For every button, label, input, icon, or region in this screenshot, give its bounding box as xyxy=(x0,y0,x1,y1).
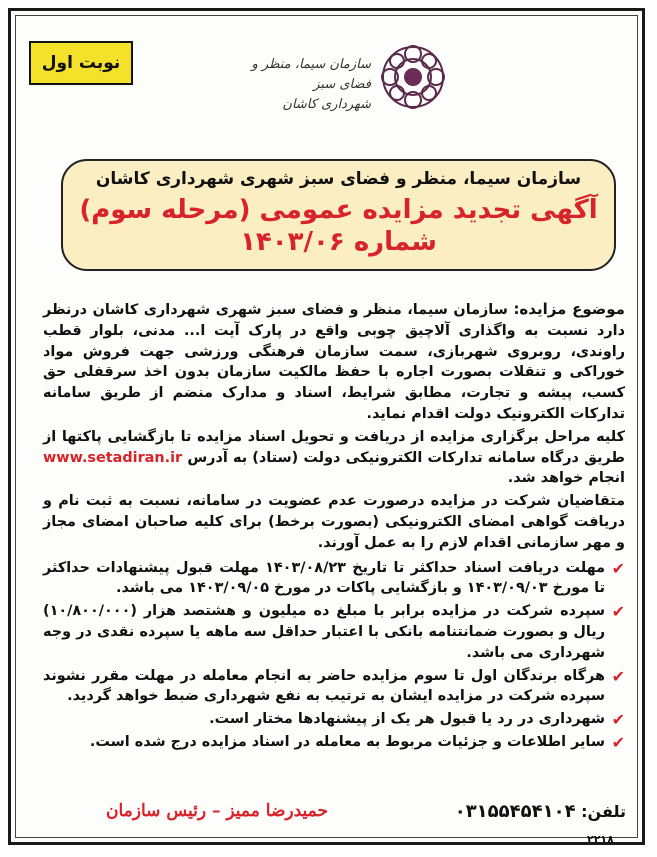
flower-emblem-icon xyxy=(377,41,449,113)
list-item: ✔ سایر اطلاعات و جزئیات مربوط به معامله در اسناد مزایده درج شده است. xyxy=(89,732,625,752)
subject-paragraph xyxy=(43,299,625,425)
auction-title: آگهی تجدید مزایده عمومی (مرحله سوم) xyxy=(79,195,598,225)
signature: حمیدرضا ممیز – رئیس سازمان xyxy=(106,801,328,821)
checkmark-icon: ✔ xyxy=(611,602,625,622)
organization-name: سازمان سیما، منظر و فضای سبز شهری شهرداری کاشان xyxy=(95,169,582,189)
setad-link[interactable]: www.setadiran.ir xyxy=(43,449,183,466)
checkmark-icon: ✔ xyxy=(611,732,625,752)
registration-paragraph: متقاضیان شرکت در مزایده درصورت عدم عضویت در سامانه، نسبت به ثبت نام و دریافت گواهی امضای الکترونیکی (بصورت برخط) برای کلیه صاحبان امضای مجاز و مهر سازمانی اقدام لازم را به عمل آورند. xyxy=(43,493,625,551)
checkmark-icon: ✔ xyxy=(611,666,625,686)
list-item: ✔ هرگاه برندگان اول تا سوم مزایده حاضر به انجام معامله در مهلت مقرر نشوند سپرده شرکت در مزایده ایشان به ترتیب به نفع شهرداری ضبط خواهد گردید. xyxy=(43,666,625,705)
auction-number: شماره ۱۴۰۳/۰۶ xyxy=(240,227,437,257)
list-item: ✔ مهلت دریافت اسناد حداکثر تا تاریخ ۱۴۰۳/۰۸/۲۳ مهلت قبول پیشنهادات حداکثر تا مورخ ۱۴۰۳/۰۹/۰۳ و بازگشایی پاکات در مورخ ۱۴۰۳/۰۹/۰۵ می باشد. xyxy=(43,558,625,597)
logo-calligraphy: سازمان سیما، منظر و فضای سبز شهرداری کاشان xyxy=(251,57,371,112)
title-banner xyxy=(61,159,616,271)
phone-label: تلفن: xyxy=(581,802,626,821)
list-item: ✔ سپرده شرکت در مزایده برابر با مبلغ ده میلیون و هشتصد هزار (۱۰/۸۰۰/۰۰۰) ریال و بصورت ضمانتنامه بانکی با اعتبار حداقل سه ماهه یا سپرده نقدی در وجه شهرداری می باشد. xyxy=(43,602,625,661)
subject-text: سازمان سیما، منظر و فضای سبز شهری شهرداری کاشان درنظر دارد نسبت به واگذاری آلاچیق چوبی واقع در پارک آیت ا... مدنی، بلوار قطب راوندی، روبروی شهربازی، سمت سازمان فرهنگی ورزشی جهت فروش مواد خوراکی و تنقلات بصورت اجاره با حفظ مالکیت سازمان بدون اخذ سرقفلی حق کسب، پیشه و تجارت، مطابق شرایط، اسناد و مدارک منضم از طریق سامانه تدارکات الکترونیک دولت اقدام نماید. xyxy=(43,302,625,422)
advertisement-page xyxy=(8,8,645,845)
checkmark-icon: ✔ xyxy=(611,710,625,730)
phone-number[interactable]: ۰۳۱۵۵۴۵۴۱۰۴ xyxy=(454,801,576,822)
first-notice-badge: نوبت اول xyxy=(29,41,133,85)
organization-logo xyxy=(241,41,451,141)
list-item: ✔ شهرداری در رد یا قبول هر یک از پیشنهادها مختار است. xyxy=(209,710,625,730)
ad-code: ۲۲۱۸ xyxy=(587,833,614,846)
notice-body xyxy=(43,299,625,755)
subject-label: موضوع مزایده: xyxy=(513,300,625,318)
procedure-paragraph: کلیه مراحل برگزاری مزایده از دریافت و تحویل اسناد مزایده تا بازگشایی پاکتها از طریق درگاه سامانه تدارکات الکترونیکی دولت (ستاد) به آدرس www.setadiran.ir انجام خواهد شد. xyxy=(43,428,625,487)
checkmark-icon: ✔ xyxy=(611,558,625,578)
conditions-list xyxy=(43,558,625,753)
